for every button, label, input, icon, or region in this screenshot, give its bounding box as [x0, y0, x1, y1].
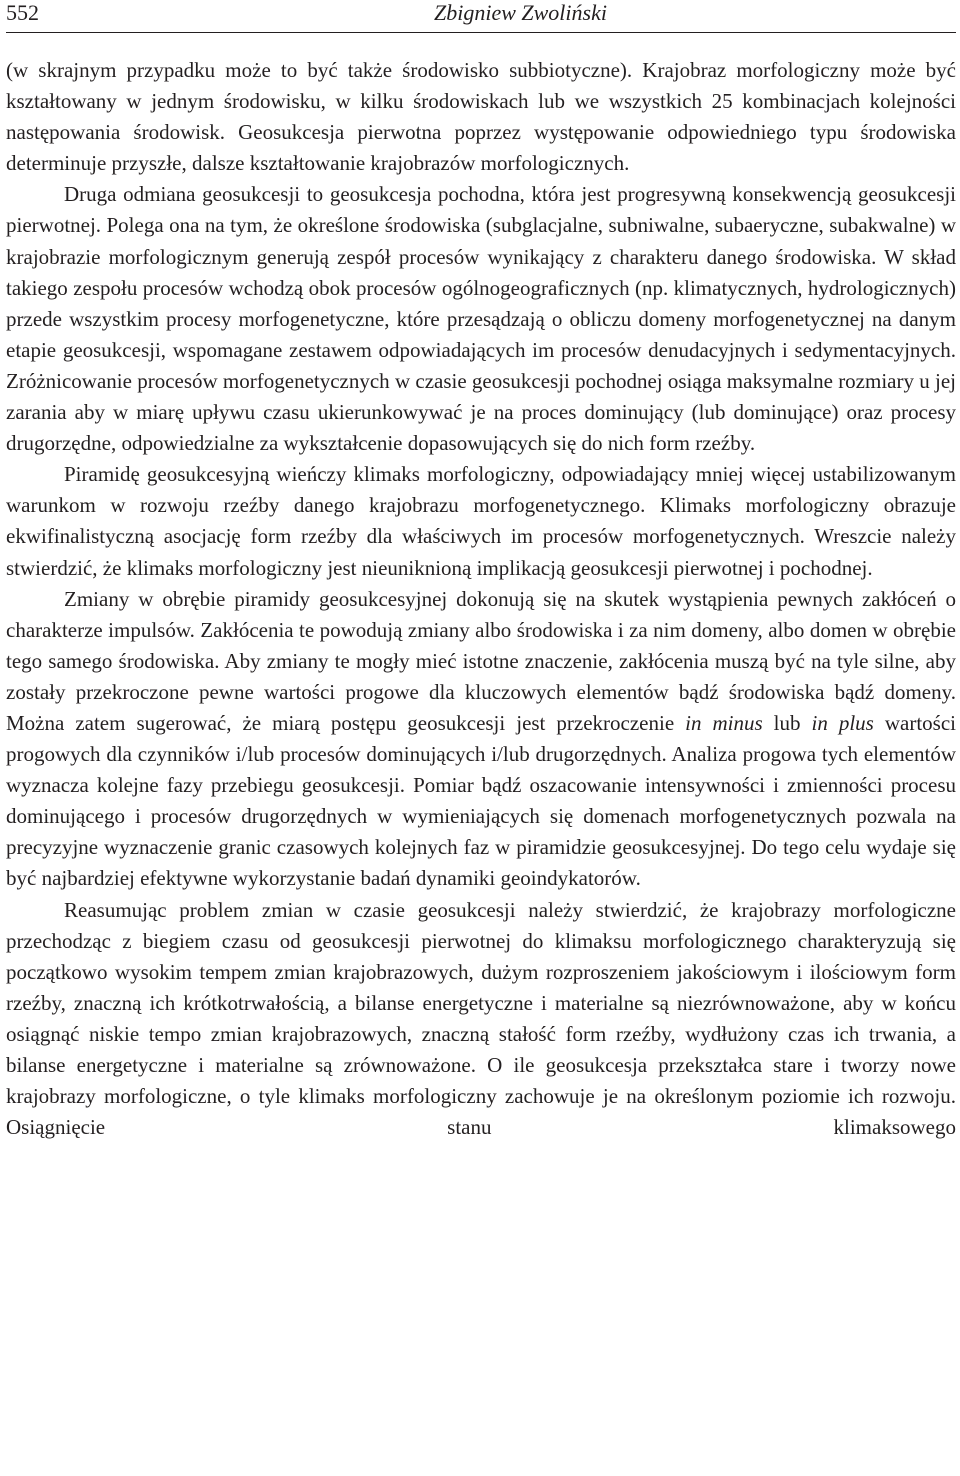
- paragraph-continued: (w skrajnym przypadku może to być także środowisko subbiotyczne). Krajobraz morfologiczny może być kształtowany w jednym środowisku, w kilku środowiskach lub we wszystkich 25 kombinacjach kolejności następowania środowisk. Geosukcesja pierwotna poprzez występowanie odpowiedniego typu środowiska determinuje przyszłe, dalsze kształtowanie krajobrazów morfologicznych.: [6, 58, 956, 176]
- paragraph-continues: Reasumując problem zmian w czasie geosukcesji należy stwierdzić, że krajobrazy morfologiczne przechodząc z biegiem czasu od geosukcesji pierwotnej do klimaksu morfologicznego charakteryzują się początkowo wysokim tempem zmian krajobrazowych, dużym rozproszeniem jakościowym i ilościowym form rzeźby, znaczną ich krótkotrwałością, a bilanse energetyczne i materialne są niezrównoważone, aby w końcu osiągnąć niskie tempo zmian krajobrazowych, znaczną stałość form rzeźby, wydłużony czas ich trwania, a bilanse energetyczne i materialne są zrównoważone. O ile geosukcesja przekształca stare i tworzy nowe krajobrazy morfologiczne, o tyle klimaks morfologiczny zachowuje je na określonym poziomie ich rozwoju. Osiągnięcie stanu klimaksowego: [6, 897, 956, 1140]
- running-head: [6, 0, 956, 26]
- running-head-author: Zbigniew Zwoliński: [434, 0, 607, 25]
- paragraph: Druga odmiana geosukcesji to geosukcesja pochodna, która jest progresywną konsekwencją geosukcesji pierwotnej. Polega ona na tym, że określone środowiska (subglacjalne, subniwalne, subaeryczne, subakwalne) w krajobrazie morfologicznym generują zespół procesów wynikający z charakteru danego środowiska. W skład takiego zespołu procesów wchodzą obok procesów ogólnogeograficznych (np. klimatycznych, hydrologicznych) przede wszystkim procesy morfogenetyczne, które przesądzają o obliczu domeny morfogenetycznej na danym etapie geosukcesji, wspomagane zestawem odpowiadających im procesów denudacyjnych i sedymentacyjnych. Zróżnicowanie procesów morfogenetycznych w czasie geosukcesji pochodnej osiąga maksymalne rozmiary u jej zarania aby w miarę upływu czasu ukierunkowywać je na proces dominujący (lub dominujące) oraz procesy drugorzędne, odpowiedzialne za wykształcenie dopasowujących się do nich form rzeźby.: [6, 182, 956, 456]
- header-rule: [6, 32, 956, 33]
- paragraph-text: wartości progowych dla czynników i/lub procesów dominujących i/lub drugorzędnych. Analiza progowa tych elementów wyznacza kolejne fazy przebiegu geosukcesji. Pomiar bądź oszacowanie intensywności i zmienności procesu dominującego i procesów drugorzędnych w wymieniających się domenach morfogenetycznych pozwala na precyzyjne wyznaczenie granic czasowych kolejnych faz w piramidzie geosukcesyjnej. Do tego celu wydaje się być najbardziej efektywne wykorzystanie badań dynamiki geoindykatorów.: [6, 710, 956, 891]
- paragraph: Piramidę geosukcesyjną wieńczy klimaks morfologiczny, odpowiadający mniej więcej ustabilizowanym warunkom w rozwoju rzeźby danego krajobrazu morfogenetycznego. Klimaks morfologiczny obrazuje ekwifinalistyczną asocjację form rzeźby dla właściwych im procesów morfogenetycznych. Wreszcie należy stwierdzić, że klimaks morfologiczny jest nieuniknioną implikacją geosukcesji pierwotnej i pochodnej.: [6, 462, 956, 580]
- paragraph-text: lub: [762, 710, 812, 735]
- italic-term-in-plus: in plus: [811, 710, 874, 735]
- italic-term-in-minus: in minus: [685, 710, 763, 735]
- page-number: 552: [6, 0, 39, 25]
- body-text: [6, 55, 956, 1143]
- paragraph-text: Zmiany w obrębie piramidy geosukcesyjnej dokonują się na skutek wystąpienia pewnych zakłóceń o charakterze impulsów. Zakłócenia te powodują zmiany albo środowiska i za nim domeny, albo domen w obrębie tego samego środowiska. Aby zmiany te mogły mieć istotne znaczenie, zakłócenia muszą być na tyle silne, aby zostały przekroczone pewne wartości progowe dla kluczowych elementów bądź środowiska bądź domeny. Można zatem sugerować, że miarą postępu geosukcesji jest przekroczenie: [6, 586, 956, 735]
- paragraph: [6, 584, 956, 895]
